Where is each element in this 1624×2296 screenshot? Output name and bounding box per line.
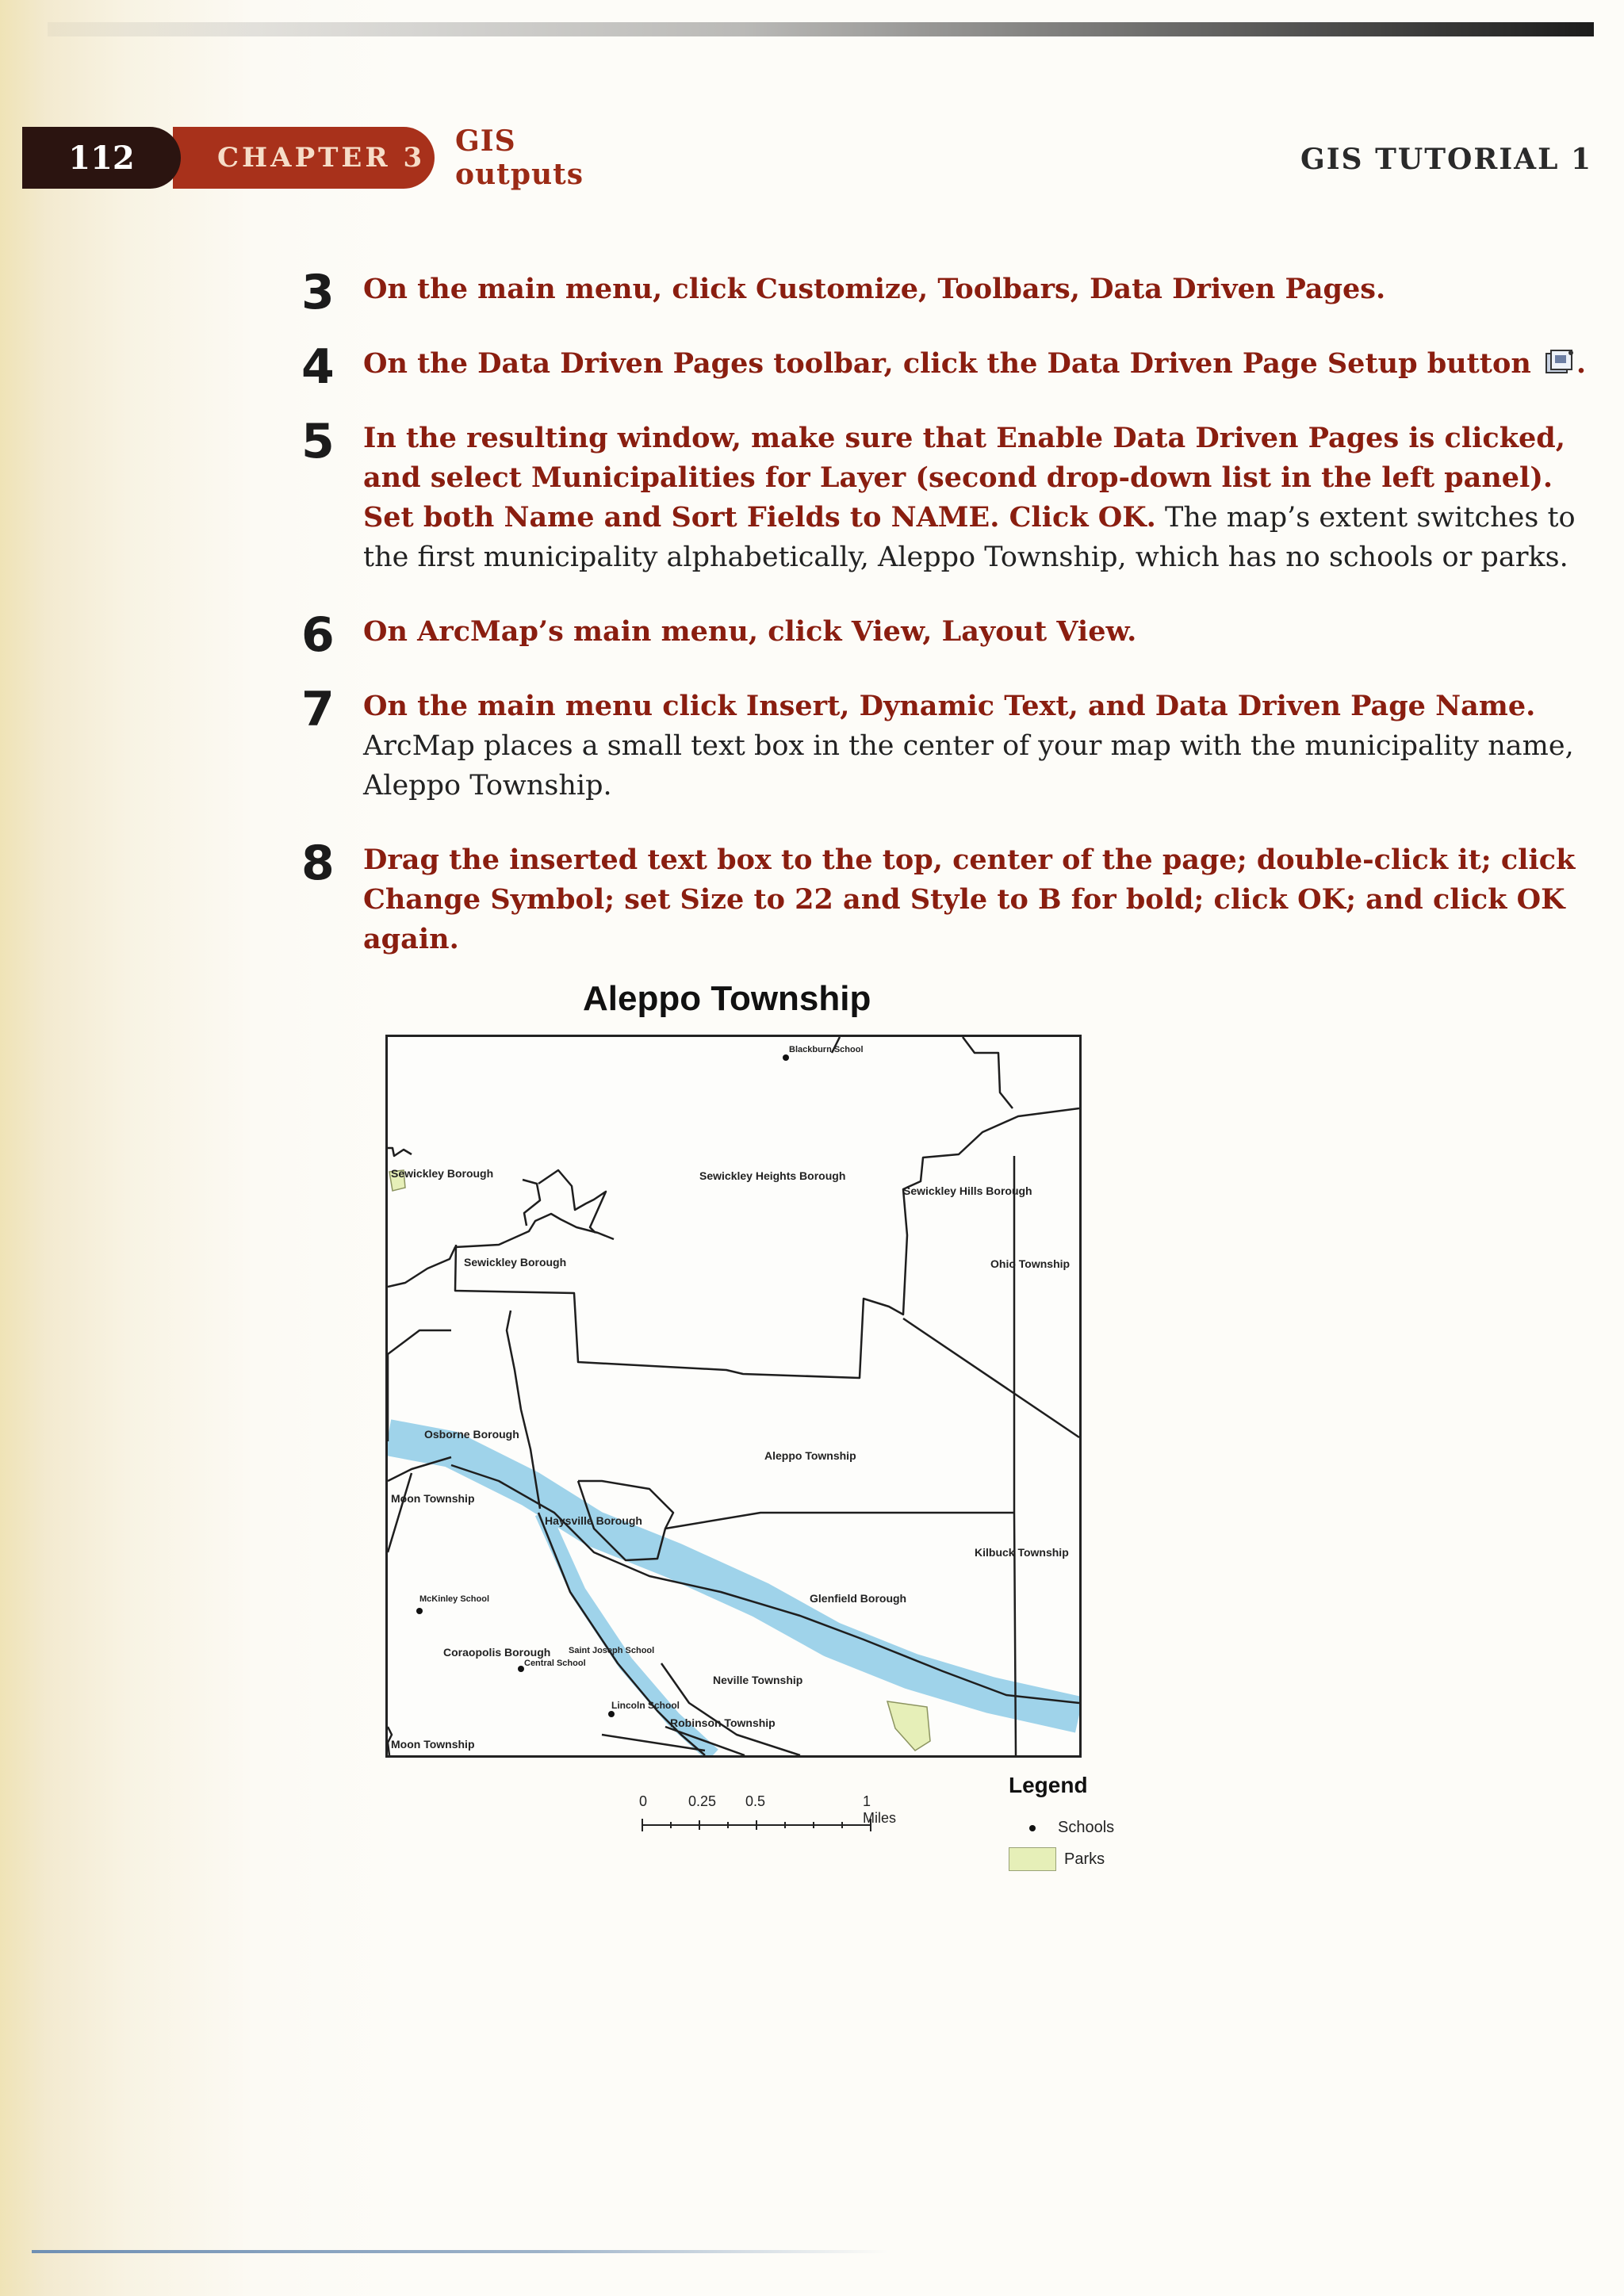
step-5 [301, 414, 1594, 577]
legend-title: Legend [1009, 1773, 1088, 1797]
label-robinson-township: Robinson Township [670, 1716, 776, 1729]
label-sewickley-borough-top: Sewickley Borough [391, 1167, 494, 1180]
label-sewickley-hills-borough: Sewickley Hills Borough [903, 1184, 1032, 1197]
label-aleppo-township: Aleppo Township [764, 1449, 856, 1462]
bottom-rule [32, 2250, 888, 2253]
book-title: GIS TUTORIAL 1 [1300, 143, 1592, 176]
step-number: 6 [301, 607, 335, 663]
scale-tick-label: 1 Miles [863, 1793, 897, 1826]
scale-bar [639, 1793, 897, 1841]
step-instruction: On the Data Driven Pages toolbar, click the Data Driven Page Setup button [363, 347, 1531, 380]
label-kilbuck-township: Kilbuck Township [975, 1546, 1069, 1559]
map-title: Aleppo Township [583, 979, 871, 1018]
running-header [22, 124, 609, 191]
label-glenfield-borough: Glenfield Borough [810, 1592, 907, 1605]
step-3 [301, 265, 1594, 320]
step-8 [301, 836, 1594, 959]
step-4: 4 On the Data Driven Pages toolbar, click the Data Driven Page Setup button . [301, 339, 1587, 395]
school-marker [518, 1666, 524, 1672]
label-lincoln-school: Lincoln School [611, 1700, 680, 1711]
scale-tick-label: 0.25 [688, 1793, 717, 1809]
step-list [301, 265, 1594, 994]
school-dot-icon [1029, 1825, 1036, 1831]
step-instruction: On the main menu, click Customize, Toolbars, Data Driven Pages. [363, 273, 1386, 305]
label-central-school: Central School [524, 1659, 586, 1668]
step-instruction: On the main menu click Insert, Dynamic Text, and Data Driven Page Name. [363, 690, 1536, 722]
step-instruction: On ArcMap’s main menu, click View, Layout View. [363, 615, 1137, 648]
scale-tick-label: 0.5 [745, 1793, 766, 1809]
label-moon-township-bottom: Moon Township [391, 1738, 475, 1751]
step-number: 5 [301, 414, 335, 469]
step-6 [301, 607, 1594, 663]
label-neville-township: Neville Township [713, 1674, 803, 1686]
school-marker [416, 1608, 423, 1614]
label-coraopolis-borough: Coraopolis Borough [443, 1646, 551, 1659]
school-marker [608, 1711, 615, 1717]
park-area [887, 1701, 930, 1751]
label-sewickley-heights-borough: Sewickley Heights Borough [699, 1169, 846, 1182]
scale-tick-label: 0 [639, 1793, 648, 1809]
label-ohio-township: Ohio Township [990, 1257, 1071, 1270]
step-instruction: In the resulting window, make sure that Enable Data Driven Pages is clicked, and select Municipalities for Layer (second drop-down list in the left panel). Set both Name and Sort Fields to NAME. Click OK. [363, 422, 1565, 534]
scale-bar-graphic [639, 1816, 877, 1835]
step-note: ArcMap places a small text box in the center of your map with the municipality name, Aleppo Township. [363, 730, 1574, 802]
step-note: The map’s extent switches to the first municipality alphabetically, Aleppo Township, which has no schools or parks. [363, 502, 1576, 573]
step-number: 3 [301, 265, 335, 320]
chapter-title: GIS outputs [455, 124, 584, 191]
top-rule [48, 22, 1594, 36]
step-number: 4 [301, 339, 335, 395]
school-marker [783, 1054, 789, 1061]
step-instruction: Drag the inserted text box to the top, center of the page; double-click it; click Change Symbol; set Size to 22 and Style to B for bold; click OK; and click OK again. [363, 844, 1576, 955]
step-number: 7 [301, 682, 335, 737]
park-swatch-icon [1009, 1847, 1056, 1871]
legend-item-schools: Schools [1009, 1819, 1114, 1837]
label-blackburn-school: Blackburn School [789, 1045, 864, 1054]
step-7 [301, 682, 1594, 806]
label-haysville-borough: Haysville Borough [545, 1514, 642, 1527]
legend-item-parks: Parks [1009, 1847, 1105, 1871]
label-sewickley-borough-mid: Sewickley Borough [464, 1256, 567, 1269]
chapter-label: CHAPTER 3 [173, 127, 435, 189]
label-saint-joseph-school: Saint Joseph School [569, 1646, 655, 1655]
label-moon-township-top: Moon Township [391, 1492, 475, 1505]
map-legend [1009, 1773, 1215, 1884]
label-osborne-borough: Osborne Borough [424, 1428, 519, 1441]
map-frame [385, 1035, 1082, 1758]
page-number: 112 [22, 127, 181, 189]
data-driven-page-setup-icon [1545, 347, 1576, 374]
label-mckinley-school: McKinley School [419, 1594, 490, 1604]
step-number: 8 [301, 836, 335, 891]
